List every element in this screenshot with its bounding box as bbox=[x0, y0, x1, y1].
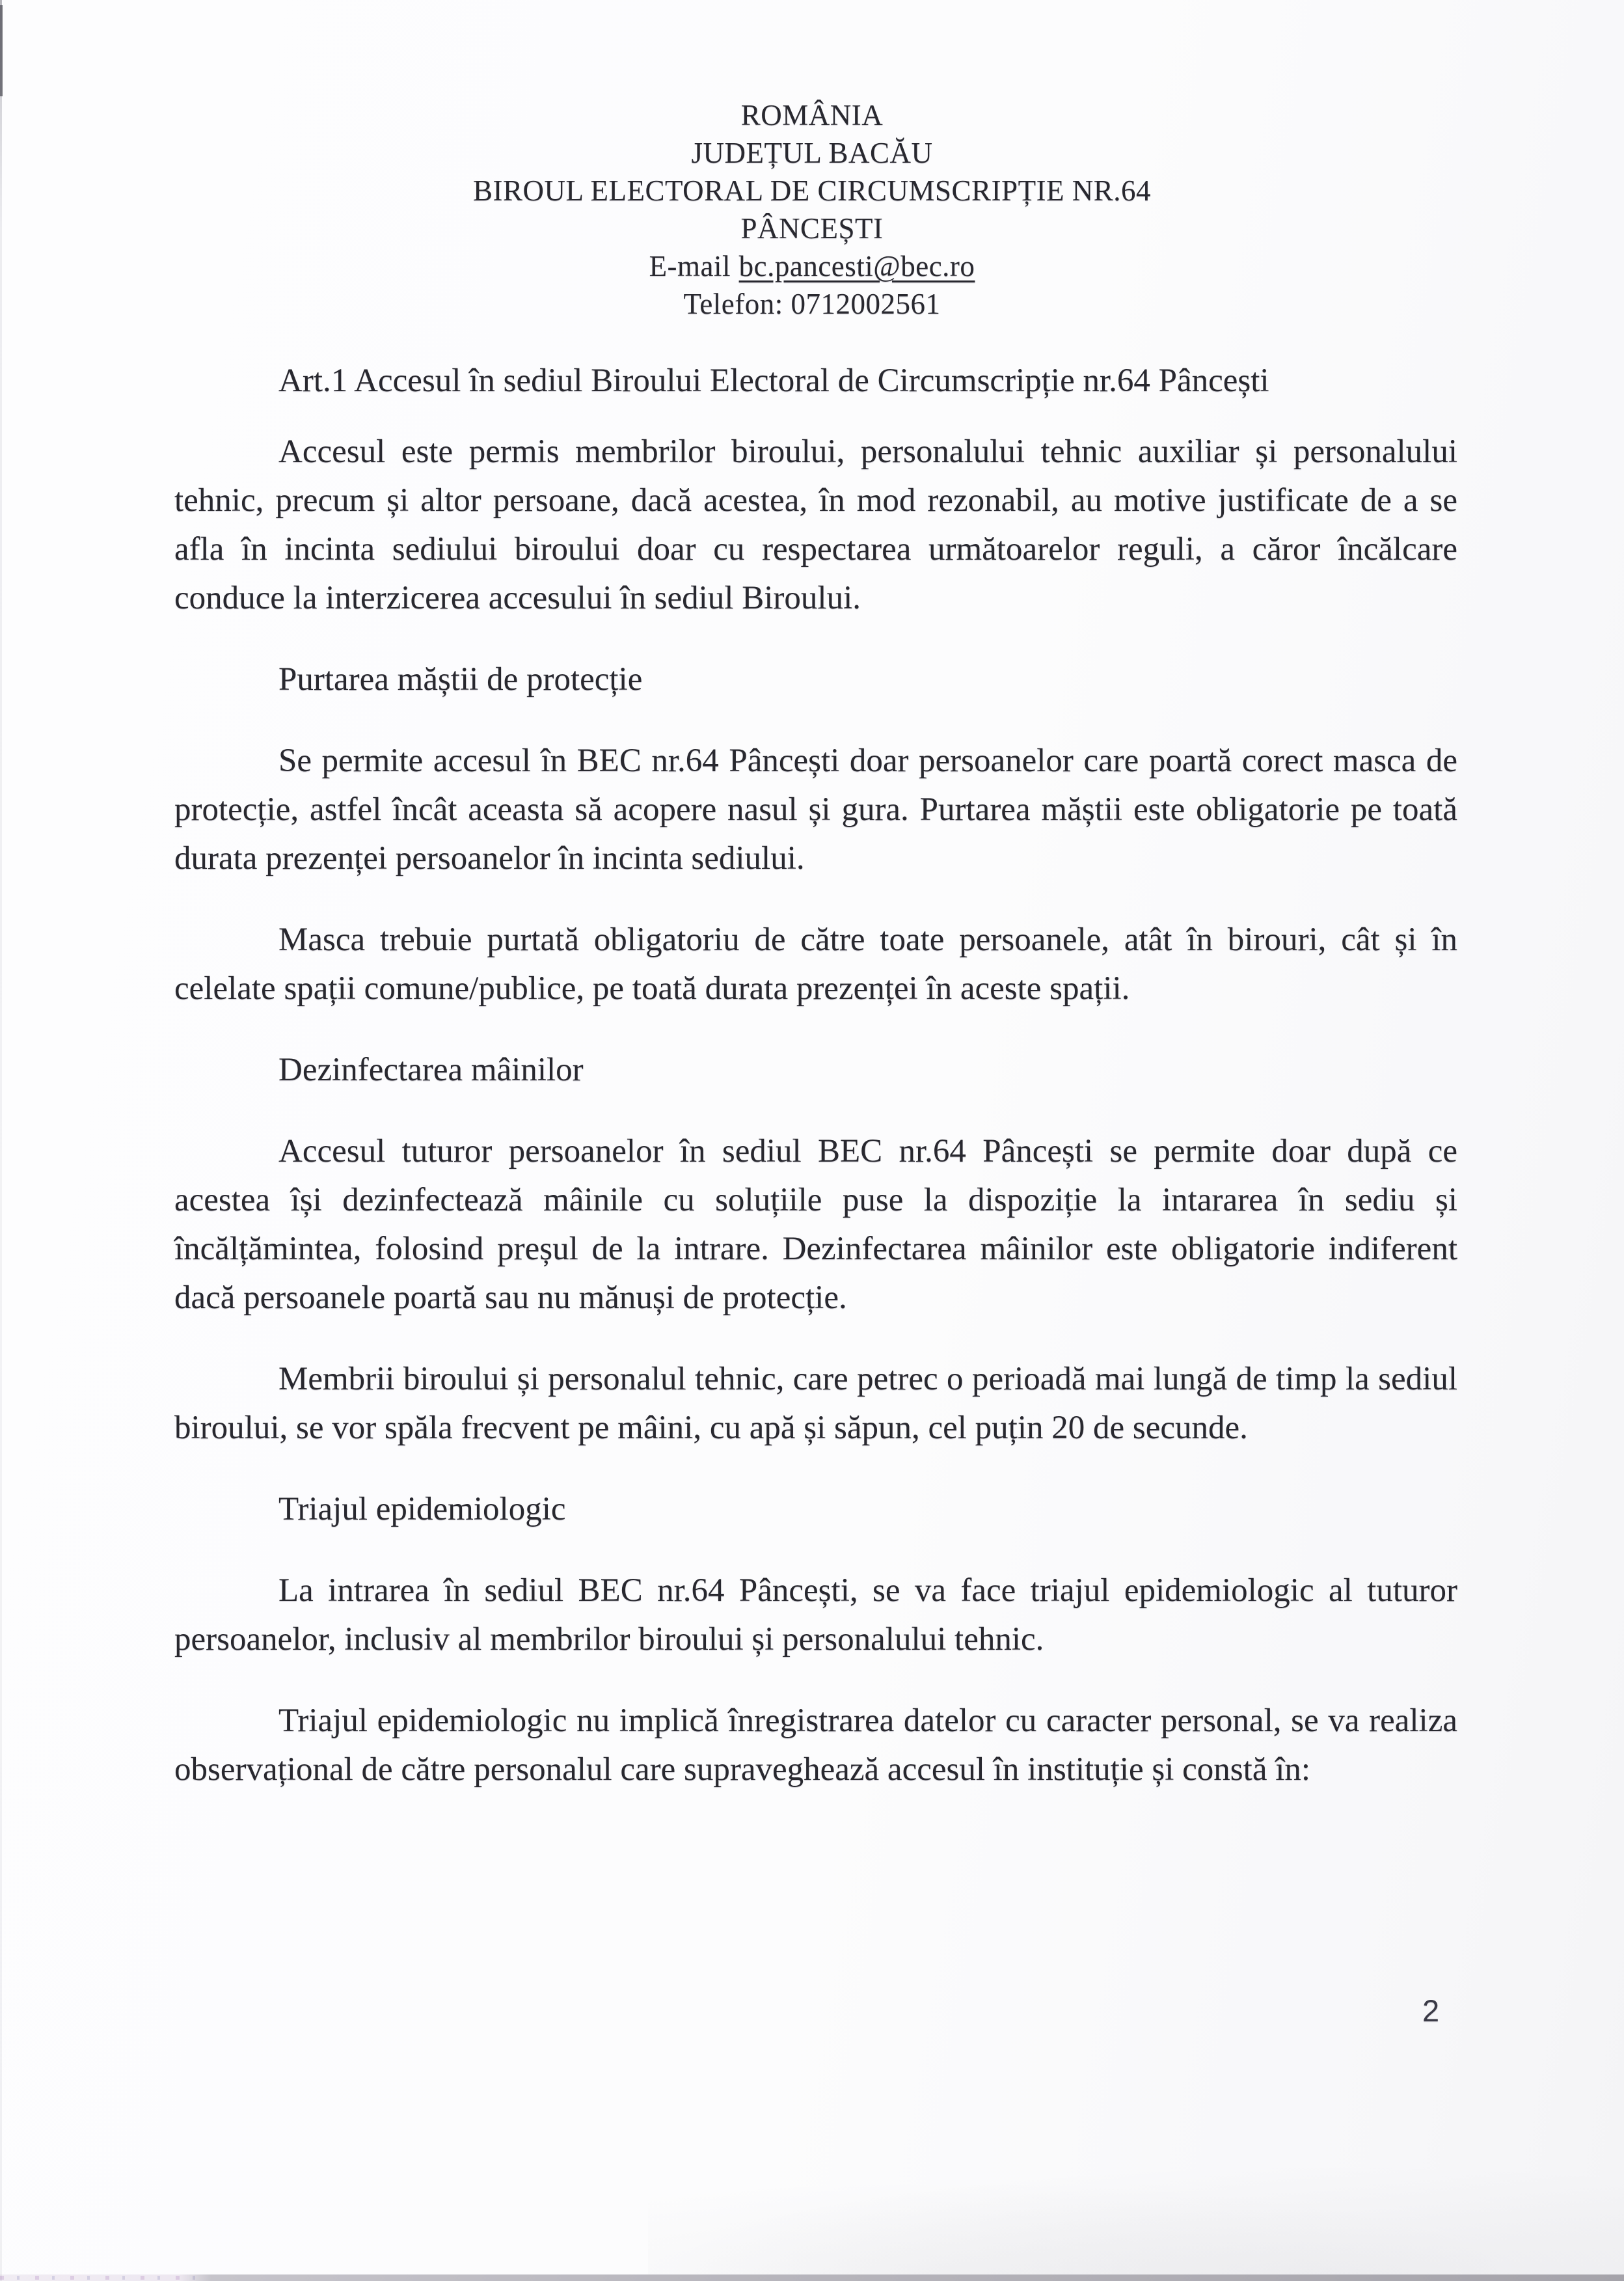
subheading-epidemiological-triage: Triajul epidemiologic bbox=[278, 1491, 566, 1527]
header-email-line bbox=[0, 247, 1624, 285]
paragraph-mask-access: Se permite accesul în BEC nr.64 Pâncești doar persoanelor care poartă corect masca de protecție, astfel încât aceasta să acopere nasul și gura. Purtarea măștii este obligatorie pe toată durata prezenței persoanelor în incinta sediului. bbox=[174, 743, 1457, 877]
document-header bbox=[0, 0, 1624, 323]
scan-artifact-bottom-noise bbox=[0, 2276, 208, 2280]
header-locality: PÂNCEȘTI bbox=[740, 212, 884, 245]
header-bureau-name: BIROUL ELECTORAL DE CIRCUMSCRIPȚIE NR.64 bbox=[472, 174, 1152, 207]
email-address: bc.pancesti@bec.ro bbox=[738, 250, 975, 282]
paragraph-access-permission: Accesul este permis membrilor biroului, personalului tehnic auxiliar și personalului tehnic, precum și altor persoane, dacă acestea, în mod rezonabil, au motive justificate de a se afla în incinta sediului biroului doar cu respectarea următoarelor reguli, a căror încălcare conduce la interzicerea accesului în sediul Biroului. bbox=[174, 433, 1457, 616]
page-number: 2 bbox=[1422, 1993, 1440, 2028]
paragraph-triage-observational: Triajul epidemiologic nu implică înregistrarea datelor cu caracter personal, se va realiza observațional de către personalul care supraveghează accesul în instituție și constă în: bbox=[174, 1702, 1457, 1788]
paragraph-mask-mandatory: Masca trebuie purtată obligatoriu de către toate persoanele, atât în birouri, cât și în celelate spații comune/publice, pe toată durata prezenței în aceste spații. bbox=[174, 922, 1457, 1007]
scan-artifact-bottom-edge bbox=[0, 2274, 1624, 2281]
header-phone-line: Telefon: 0712002561 bbox=[683, 288, 941, 320]
scan-artifact-shading bbox=[648, 2164, 1624, 2274]
header-county: JUDEȚUL BACĂU bbox=[691, 137, 933, 169]
paragraph-disinfection-entry: Accesul tuturor persoanelor în sediul BEC nr.64 Pâncești se permite doar după ce acestea își dezinfectează mâinile cu soluțiile puse la dispoziție la intararea în sediu și încălțămintea, folosind preșul de la intrare. Dezinfectarea mâinilor este obligatorie indiferent dacă persoanele poartă sau nu mănuși de protecție. bbox=[174, 1133, 1457, 1316]
scan-artifact-left-edge-dark bbox=[0, 5, 3, 96]
subheading-hand-disinfection: Dezinfectarea mâinilor bbox=[278, 1052, 584, 1088]
article-1-heading: Art.1 Accesul în sediul Biroului Electoral de Circumscripție nr.64 Pâncești bbox=[278, 362, 1269, 399]
subheading-mask-wearing: Purtarea măștii de protecție bbox=[278, 661, 643, 698]
email-label: E-mail bbox=[649, 250, 731, 282]
paragraph-triage-entry: La intrarea în sediul BEC nr.64 Pâncești, se va face triajul epidemiologic al tuturor persoanelor, inclusiv al membrilor biroului și personalului tehnic. bbox=[174, 1572, 1457, 1658]
scan-artifact-left-edge bbox=[0, 0, 2, 2281]
paragraph-hand-washing: Membrii biroului și personalul tehnic, care petrec o perioadă mai lungă de timp la sediul biroului, se vor spăla frecvent pe mâini, cu apă și săpun, cel puțin 20 de secunde. bbox=[174, 1361, 1457, 1446]
document-body bbox=[174, 323, 1457, 1794]
header-country: ROMÂNIA bbox=[740, 99, 884, 131]
